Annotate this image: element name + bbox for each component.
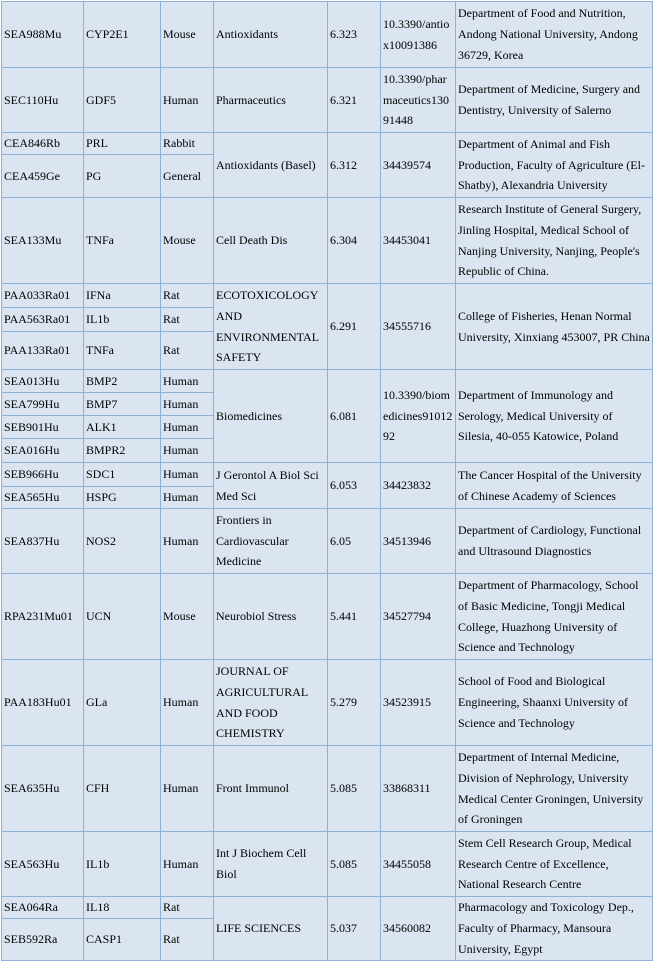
gene-cell: HSPG [84, 487, 161, 509]
species-cell: Human [161, 509, 214, 574]
gene-cell: IL18 [84, 897, 161, 919]
species-cell: Human [161, 439, 214, 463]
institution-cell: Stem Cell Research Group, Medical Research Centre of Excellence, National Research Centre [456, 832, 653, 897]
institution-cell: Department of Medicine, Surgery and Dentistry, University of Salerno [456, 68, 653, 133]
catalog-cell: SEA064Ra [2, 897, 84, 919]
catalog-cell: PAA563Ra01 [2, 308, 84, 332]
impact-factor-cell: 6.05 [328, 509, 381, 574]
institution-cell: Department of Pharmacology, School of Basic Medicine, Tongji Medical College, Huazhong University of Science and Technology [456, 574, 653, 660]
journal-cell: Antioxidants [214, 2, 328, 68]
gene-cell: PRL [84, 133, 161, 155]
species-cell: Rat [161, 284, 214, 308]
catalog-cell: SEA013Hu [2, 370, 84, 393]
species-cell: Mouse [161, 2, 214, 68]
institution-cell: Department of Internal Medicine, Division of Nephrology, University Medical Center Groningen, University of Groningen [456, 746, 653, 832]
table-row [2, 198, 653, 284]
doi-cell: 34555716 [381, 284, 456, 370]
impact-factor-cell: 5.085 [328, 746, 381, 832]
catalog-cell: SEB966Hu [2, 463, 84, 487]
species-cell: Human [161, 68, 214, 133]
doi-cell: 34523915 [381, 660, 456, 746]
gene-cell: GDF5 [84, 68, 161, 133]
impact-factor-cell: 6.304 [328, 198, 381, 284]
table-row [2, 897, 653, 919]
gene-cell: SDC1 [84, 463, 161, 487]
doi-cell: 34527794 [381, 574, 456, 660]
institution-cell: College of Fisheries, Henan Normal University, Xinxiang 453007, PR China [456, 284, 653, 370]
species-cell: Rat [161, 308, 214, 332]
journal-cell: J Gerontol A Biol Sci Med Sci [214, 463, 328, 509]
doi-cell: 34439574 [381, 133, 456, 198]
catalog-cell: SEA565Hu [2, 487, 84, 509]
catalog-cell: RPA231Mu01 [2, 574, 84, 660]
journal-cell: Front Immunol [214, 746, 328, 832]
impact-factor-cell: 5.441 [328, 574, 381, 660]
table-row [2, 660, 653, 746]
gene-cell: BMPR2 [84, 439, 161, 463]
species-cell: Human [161, 660, 214, 746]
doi-cell: 34455058 [381, 832, 456, 897]
species-cell: Rat [161, 897, 214, 919]
impact-factor-cell: 6.321 [328, 68, 381, 133]
impact-factor-cell: 5.085 [328, 832, 381, 897]
journal-cell: Biomedicines [214, 370, 328, 463]
catalog-cell: SEA988Mu [2, 2, 84, 68]
gene-cell: TNFa [84, 332, 161, 370]
gene-cell: IL1b [84, 308, 161, 332]
journal-cell: JOURNAL OF AGRICULTURAL AND FOOD CHEMISTRY [214, 660, 328, 746]
gene-cell: NOS2 [84, 509, 161, 574]
species-cell: Rat [161, 332, 214, 370]
institution-cell: The Cancer Hospital of the University of Chinese Academy of Sciences [456, 463, 653, 509]
citation-table [1, 1, 653, 961]
impact-factor-cell: 6.312 [328, 133, 381, 198]
gene-cell: CFH [84, 746, 161, 832]
catalog-cell: SEA563Hu [2, 832, 84, 897]
catalog-cell: SEA016Hu [2, 439, 84, 463]
impact-factor-cell: 5.037 [328, 897, 381, 961]
gene-cell: IFNa [84, 284, 161, 308]
gene-cell: PG [84, 155, 161, 198]
catalog-cell: CEA459Ge [2, 155, 84, 198]
doi-cell: 34423832 [381, 463, 456, 509]
table-row [2, 746, 653, 832]
catalog-cell: CEA846Rb [2, 133, 84, 155]
institution-cell: Research Institute of General Surgery, Jinling Hospital, Medical School of Nanjing University, Nanjing, People's Republic of China. [456, 198, 653, 284]
table-row [2, 2, 653, 68]
institution-cell: School of Food and Biological Engineering, Shaanxi University of Science and Technology [456, 660, 653, 746]
catalog-cell: SEA837Hu [2, 509, 84, 574]
gene-cell: IL1b [84, 832, 161, 897]
table-row [2, 509, 653, 574]
institution-cell: Pharmacology and Toxicology Dep., Faculty of Pharmacy, Mansoura University, Egypt [456, 897, 653, 961]
doi-cell: 34453041 [381, 198, 456, 284]
institution-cell: Department of Food and Nutrition, Andong National University, Andong 36729, Korea [456, 2, 653, 68]
impact-factor-cell: 6.323 [328, 2, 381, 68]
table-row [2, 284, 653, 308]
table-row [2, 68, 653, 133]
catalog-cell: PAA033Ra01 [2, 284, 84, 308]
gene-cell: ALK1 [84, 416, 161, 439]
table-row [2, 370, 653, 393]
table-row [2, 574, 653, 660]
doi-cell: 10.3390/biomedicines9101292 [381, 370, 456, 463]
journal-cell: Cell Death Dis [214, 198, 328, 284]
catalog-cell: SEB592Ra [2, 919, 84, 961]
journal-cell: Pharmaceutics [214, 68, 328, 133]
institution-cell: Department of Immunology and Serology, Medical University of Silesia, 40-055 Katowice, Poland [456, 370, 653, 463]
gene-cell: BMP7 [84, 393, 161, 416]
catalog-cell: SEA635Hu [2, 746, 84, 832]
table-row [2, 463, 653, 487]
impact-factor-cell: 6.053 [328, 463, 381, 509]
table-row [2, 832, 653, 897]
species-cell: Human [161, 487, 214, 509]
species-cell: Rat [161, 919, 214, 961]
species-cell: Human [161, 832, 214, 897]
species-cell: Human [161, 393, 214, 416]
doi-cell: 10.3390/antiox10091386 [381, 2, 456, 68]
institution-cell: Department of Animal and Fish Production, Faculty of Agriculture (El-Shatby), Alexandria University [456, 133, 653, 198]
catalog-cell: SEC110Hu [2, 68, 84, 133]
journal-cell: Frontiers in Cardiovascular Medicine [214, 509, 328, 574]
species-cell: Rabbit [161, 133, 214, 155]
species-cell: General [161, 155, 214, 198]
gene-cell: TNFa [84, 198, 161, 284]
catalog-cell: SEA799Hu [2, 393, 84, 416]
doi-cell: 33868311 [381, 746, 456, 832]
species-cell: Human [161, 370, 214, 393]
gene-cell: GLa [84, 660, 161, 746]
catalog-cell: SEB901Hu [2, 416, 84, 439]
catalog-cell: PAA183Hu01 [2, 660, 84, 746]
journal-cell: ECOTOXICOLOGY AND ENVIRONMENTAL SAFETY [214, 284, 328, 370]
journal-cell: Neurobiol Stress [214, 574, 328, 660]
gene-cell: UCN [84, 574, 161, 660]
gene-cell: CYP2E1 [84, 2, 161, 68]
journal-cell: LIFE SCIENCES [214, 897, 328, 961]
impact-factor-cell: 6.081 [328, 370, 381, 463]
impact-factor-cell: 6.291 [328, 284, 381, 370]
gene-cell: BMP2 [84, 370, 161, 393]
journal-cell: Int J Biochem Cell Biol [214, 832, 328, 897]
journal-cell: Antioxidants (Basel) [214, 133, 328, 198]
catalog-cell: PAA133Ra01 [2, 332, 84, 370]
institution-cell: Department of Cardiology, Functional and Ultrasound Diagnostics [456, 509, 653, 574]
species-cell: Human [161, 463, 214, 487]
doi-cell: 10.3390/pharmaceutics13091448 [381, 68, 456, 133]
doi-cell: 34513946 [381, 509, 456, 574]
table-row [2, 133, 653, 155]
doi-cell: 34560082 [381, 897, 456, 961]
catalog-cell: SEA133Mu [2, 198, 84, 284]
gene-cell: CASP1 [84, 919, 161, 961]
species-cell: Human [161, 746, 214, 832]
species-cell: Mouse [161, 574, 214, 660]
impact-factor-cell: 5.279 [328, 660, 381, 746]
species-cell: Human [161, 416, 214, 439]
species-cell: Mouse [161, 198, 214, 284]
